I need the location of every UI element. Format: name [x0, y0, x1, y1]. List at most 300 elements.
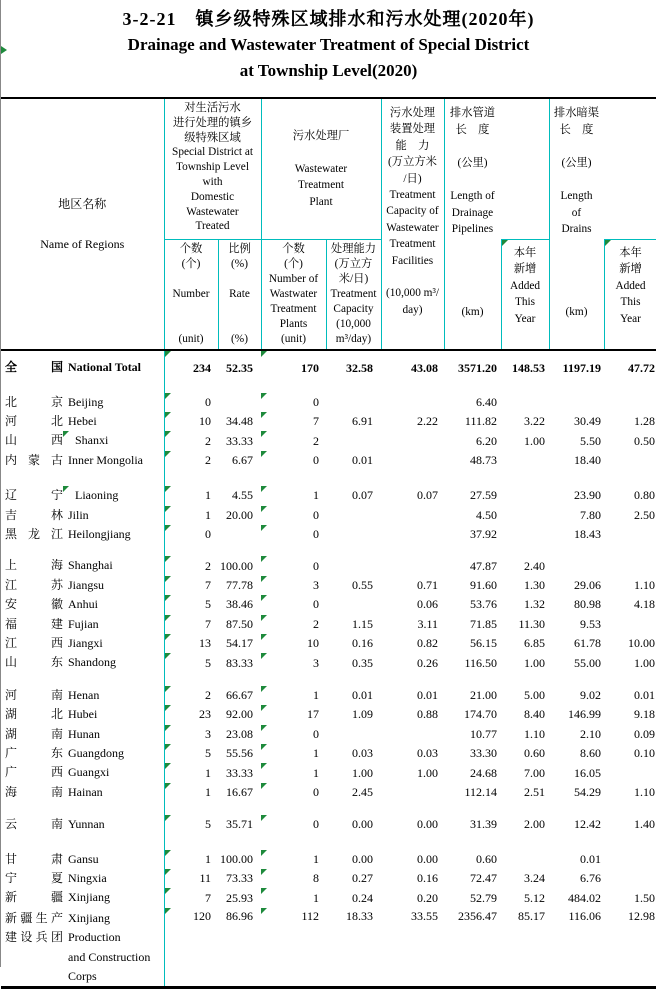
region-name-zh: 湖 北 — [5, 707, 63, 722]
table-row — [1, 350, 656, 386]
cell-value: 1.50 — [634, 890, 655, 905]
value-cell-drains_length — [549, 869, 604, 888]
value-cell-facilities_capacity — [381, 506, 444, 525]
value-cell-facilities_capacity — [381, 486, 444, 505]
comment-flag-icon — [165, 653, 171, 659]
value-cell-treatment_capacity — [326, 763, 381, 782]
value-cell-added_this_year_2 — [604, 431, 656, 450]
comment-flag-icon — [165, 595, 171, 601]
value-cell-drains_length — [549, 576, 604, 595]
value-cell-rate — [218, 615, 261, 634]
region-cell — [1, 888, 164, 907]
value-cell-rate — [218, 744, 261, 763]
cell-value: 0.71 — [417, 577, 438, 592]
value-cell-facilities_capacity — [381, 850, 444, 869]
region-name-zh: 宁 夏 — [5, 871, 63, 886]
value-cell-pipelines_length — [444, 653, 501, 672]
comment-flag-icon — [165, 506, 171, 512]
value-cell-facilities_capacity — [381, 725, 444, 744]
comment-flag-icon — [165, 763, 171, 769]
comment-flag-icon — [165, 634, 171, 640]
value-cell-added_this_year_2 — [604, 783, 656, 802]
cell-value: 0.01 — [634, 687, 655, 702]
value-cell-rate — [218, 725, 261, 744]
cell-value: 10 — [307, 636, 319, 651]
region-name-en: Jilin — [68, 507, 89, 522]
cell-value: 47.87 — [470, 558, 497, 573]
region-name-zh: 上 海 — [5, 558, 63, 573]
comment-flag-icon — [261, 850, 267, 856]
value-cell-rate — [218, 350, 261, 386]
cell-value: 91.60 — [470, 577, 497, 592]
region-cell — [1, 725, 164, 744]
value-cell-added_this_year — [501, 888, 549, 907]
cell-value: 48.73 — [470, 452, 497, 467]
cell-value: 11 — [199, 871, 211, 886]
cell-value: 1.10 — [634, 577, 655, 592]
comment-flag-icon — [165, 576, 171, 582]
value-cell-drains_length — [549, 525, 604, 544]
cell-value: 7 — [205, 577, 211, 592]
cell-value: 1.32 — [524, 597, 545, 612]
region-cell — [1, 815, 164, 834]
group-spacer-row — [1, 386, 656, 393]
region-name-zh: 广 东 — [5, 746, 63, 760]
value-cell-pipelines_length — [444, 850, 501, 869]
value-cell-number — [164, 783, 218, 802]
comment-flag-icon — [165, 850, 171, 856]
cell-value: 0.00 — [417, 817, 438, 832]
value-cell-pipelines_length — [444, 451, 501, 470]
cell-value: 2.50 — [634, 507, 655, 522]
value-cell-plants_number — [261, 705, 326, 724]
value-cell-treatment_capacity — [326, 393, 381, 412]
comment-flag-icon — [261, 556, 267, 562]
table-row — [1, 615, 656, 634]
value-cell-pipelines_length — [444, 615, 501, 634]
table-row — [1, 393, 656, 412]
comment-flag-icon — [261, 486, 267, 492]
header-plants-number: 个数 (个) Number of Wastwater Treatment Plants (unit) — [261, 239, 326, 350]
cell-value: 83.33 — [226, 655, 253, 670]
comment-flag-icon — [261, 653, 267, 659]
cell-value: 0.20 — [417, 890, 438, 905]
value-cell-plants_number — [261, 451, 326, 470]
comment-flag-icon — [165, 908, 171, 914]
region-name-en: Guangxi — [68, 765, 110, 780]
cell-value: 0.07 — [352, 488, 373, 503]
cell-value: 35.71 — [226, 817, 253, 832]
cell-value: 54.17 — [226, 636, 253, 651]
value-cell-added_this_year_2 — [604, 350, 656, 386]
value-cell-plants_number — [261, 908, 326, 988]
comment-flag-icon — [261, 744, 267, 750]
value-cell-facilities_capacity — [381, 634, 444, 653]
cell-value: 1.00 — [524, 433, 545, 448]
cell-value: 2.10 — [580, 726, 601, 741]
cell-value: 0.60 — [524, 746, 545, 761]
group-spacer-row — [1, 673, 656, 686]
region-name-en: Hebei — [68, 413, 97, 428]
cell-value: 170 — [301, 360, 319, 375]
cell-value: 43.08 — [411, 360, 438, 375]
cell-value: 33.55 — [411, 908, 438, 923]
cell-value: 0.01 — [352, 687, 373, 702]
cell-value: 2356.47 — [458, 908, 497, 923]
region-name-en: Liaoning — [75, 488, 119, 503]
cell-value: 0.01 — [352, 452, 373, 467]
region-cell — [1, 393, 164, 412]
table-row — [1, 725, 656, 744]
comment-flag-icon — [165, 705, 171, 711]
region-name-en: Hubei — [68, 707, 98, 722]
value-cell-treatment_capacity — [326, 350, 381, 386]
table-row — [1, 783, 656, 802]
value-cell-treatment_capacity — [326, 869, 381, 888]
cell-value: 1 — [313, 687, 319, 702]
table-row — [1, 634, 656, 653]
cell-value: 0.09 — [634, 726, 655, 741]
region-name-en: Henan — [68, 687, 100, 702]
cell-value: 56.15 — [470, 636, 497, 651]
empty-cell — [164, 544, 656, 556]
value-cell-plants_number — [261, 686, 326, 705]
region-name-en: Jiangxi — [68, 635, 103, 650]
cell-value: 120 — [193, 908, 211, 923]
value-cell-added_this_year_2 — [604, 908, 656, 988]
table-row — [1, 556, 656, 575]
cell-value: 0 — [313, 785, 319, 800]
value-cell-added_this_year — [501, 850, 549, 869]
cell-value: 85.17 — [518, 908, 545, 923]
value-cell-drains_length — [549, 908, 604, 988]
comment-flag-icon — [261, 506, 267, 512]
header-treatment-capacity: 处理能力 (万立方 米/日) Treatment Capacity (10,000 m³/day) — [326, 239, 381, 350]
region-cell — [1, 763, 164, 782]
table-row — [1, 850, 656, 869]
cell-value: 18.43 — [574, 527, 601, 542]
value-cell-number — [164, 350, 218, 386]
value-cell-added_this_year — [501, 686, 549, 705]
value-cell-pipelines_length — [444, 869, 501, 888]
value-cell-added_this_year — [501, 763, 549, 782]
group-spacer-row — [1, 470, 656, 486]
value-cell-treatment_capacity — [326, 595, 381, 614]
table-row — [1, 653, 656, 672]
region-name-zh: 云 南 — [5, 817, 63, 832]
comment-flag-icon — [165, 556, 171, 562]
region-name-en: Heilongjiang — [68, 526, 131, 541]
region-name-zh: 湖 南 — [5, 726, 63, 741]
value-cell-treatment_capacity — [326, 451, 381, 470]
cell-value: 3.22 — [524, 414, 545, 429]
value-cell-rate — [218, 486, 261, 505]
cell-value: 38.46 — [226, 597, 253, 612]
value-cell-facilities_capacity — [381, 744, 444, 763]
value-cell-facilities_capacity — [381, 595, 444, 614]
value-cell-treatment_capacity — [326, 431, 381, 450]
value-cell-added_this_year_2 — [604, 850, 656, 869]
cell-value: 0.60 — [476, 851, 497, 866]
cell-value: 0.03 — [352, 746, 373, 761]
cell-value: 5.50 — [580, 433, 601, 448]
cell-value: 3 — [205, 726, 211, 741]
region-cell — [1, 705, 164, 724]
value-cell-added_this_year_2 — [604, 615, 656, 634]
region-name-zh: 全 国 — [5, 360, 63, 375]
region-cell — [1, 350, 164, 386]
cell-value: 73.33 — [226, 871, 253, 886]
value-cell-plants_number — [261, 615, 326, 634]
value-cell-plants_number — [261, 595, 326, 614]
value-cell-added_this_year_2 — [604, 412, 656, 431]
value-cell-facilities_capacity — [381, 615, 444, 634]
cell-value: 0.88 — [417, 707, 438, 722]
cell-value: 72.47 — [470, 871, 497, 886]
comment-flag-icon — [165, 744, 171, 750]
cell-value: 2 — [313, 433, 319, 448]
value-cell-plants_number — [261, 653, 326, 672]
value-cell-rate — [218, 888, 261, 907]
region-cell — [1, 615, 164, 634]
cell-value: 5 — [205, 597, 211, 612]
region-name-zh: 河 北 — [5, 413, 63, 428]
cell-value: 31.39 — [470, 817, 497, 832]
value-cell-rate — [218, 850, 261, 869]
value-cell-rate — [218, 595, 261, 614]
cell-value: 1.10 — [524, 726, 545, 741]
cell-value: 7 — [313, 414, 319, 429]
cell-value: 3.11 — [417, 616, 438, 631]
table-row — [1, 815, 656, 834]
value-cell-added_this_year_2 — [604, 595, 656, 614]
comment-flag-icon — [261, 686, 267, 692]
cell-value: 10.77 — [470, 726, 497, 741]
region-name-en: Yunnan — [68, 817, 105, 832]
region-cell — [1, 595, 164, 614]
statistics-table — [1, 97, 656, 989]
cell-value: 2.45 — [352, 785, 373, 800]
region-name-zh: 安 徽 — [5, 597, 63, 612]
cell-value: 6.20 — [476, 433, 497, 448]
table-row — [1, 595, 656, 614]
table-row — [1, 451, 656, 470]
cell-value: 55.56 — [226, 746, 253, 761]
cell-value: 1.00 — [524, 655, 545, 670]
value-cell-added_this_year_2 — [604, 705, 656, 724]
cell-value: 0.03 — [417, 746, 438, 761]
value-cell-added_this_year — [501, 615, 549, 634]
region-cell — [1, 506, 164, 525]
value-cell-treatment_capacity — [326, 525, 381, 544]
value-cell-facilities_capacity — [381, 350, 444, 386]
value-cell-drains_length — [549, 451, 604, 470]
header-region: 地区名称 Name of Regions — [1, 98, 164, 350]
value-cell-treatment_capacity — [326, 412, 381, 431]
region-cell — [1, 673, 164, 686]
region-cell — [1, 470, 164, 486]
region-name-zh: 山 东 — [5, 655, 63, 670]
value-cell-added_this_year — [501, 486, 549, 505]
table-row — [1, 686, 656, 705]
value-cell-plants_number — [261, 576, 326, 595]
value-cell-rate — [218, 393, 261, 412]
value-cell-added_this_year — [501, 576, 549, 595]
cell-value: 4.18 — [634, 597, 655, 612]
value-cell-plants_number — [261, 783, 326, 802]
comment-flag-icon — [261, 595, 267, 601]
cell-value: 174.70 — [464, 707, 497, 722]
cell-value: 1.10 — [634, 785, 655, 800]
value-cell-added_this_year_2 — [604, 451, 656, 470]
cell-value: 5 — [205, 746, 211, 761]
value-cell-plants_number — [261, 486, 326, 505]
cell-value: 8 — [313, 871, 319, 886]
comment-flag-icon — [165, 393, 171, 399]
cell-value: 0 — [313, 452, 319, 467]
cell-value: 6.85 — [524, 636, 545, 651]
value-cell-treatment_capacity — [326, 506, 381, 525]
value-cell-drains_length — [549, 744, 604, 763]
value-cell-added_this_year — [501, 506, 549, 525]
cell-value: 0.10 — [634, 746, 655, 761]
value-cell-added_this_year_2 — [604, 744, 656, 763]
value-cell-pipelines_length — [444, 350, 501, 386]
header-pipelines-length: 排水管道 长 度 (公里) Length of Drainage Pipelines (km) — [444, 98, 501, 350]
comment-flag-icon — [165, 869, 171, 875]
value-cell-number — [164, 486, 218, 505]
header-wastewater-treatment-plant: 污水处理厂 Wastewater Treatment Plant — [261, 98, 381, 239]
value-cell-plants_number — [261, 393, 326, 412]
cell-value: 7 — [205, 616, 211, 631]
comment-flag-icon — [261, 412, 267, 418]
value-cell-drains_length — [549, 615, 604, 634]
value-cell-added_this_year — [501, 451, 549, 470]
value-cell-plants_number — [261, 506, 326, 525]
cell-value: 5.12 — [524, 890, 545, 905]
value-cell-added_this_year — [501, 705, 549, 724]
value-cell-added_this_year_2 — [604, 576, 656, 595]
value-cell-number — [164, 634, 218, 653]
cell-value: 33.33 — [226, 433, 253, 448]
comment-flag-icon — [63, 431, 69, 437]
value-cell-drains_length — [549, 393, 604, 412]
region-cell — [1, 835, 164, 850]
value-cell-facilities_capacity — [381, 705, 444, 724]
value-cell-pipelines_length — [444, 506, 501, 525]
table-title-zh: 3-2-21 镇乡级特殊区域排水和污水处理(2020年) — [122, 9, 535, 29]
cell-value: 5 — [205, 655, 211, 670]
cell-value: 7.80 — [580, 507, 601, 522]
region-name-zh: 辽 宁 — [5, 488, 63, 503]
value-cell-rate — [218, 869, 261, 888]
cell-value: 1.00 — [417, 765, 438, 780]
cell-value: 6.91 — [352, 414, 373, 429]
cell-value: 29.06 — [574, 577, 601, 592]
value-cell-plants_number — [261, 412, 326, 431]
value-cell-plants_number — [261, 815, 326, 834]
cell-value: 21.00 — [470, 687, 497, 702]
cell-value: 112 — [301, 908, 319, 923]
value-cell-rate — [218, 634, 261, 653]
value-cell-drains_length — [549, 412, 604, 431]
cell-value: 1.40 — [634, 817, 655, 832]
cell-value: 8.60 — [580, 746, 601, 761]
value-cell-facilities_capacity — [381, 556, 444, 575]
value-cell-plants_number — [261, 431, 326, 450]
value-cell-facilities_capacity — [381, 576, 444, 595]
value-cell-added_this_year_2 — [604, 556, 656, 575]
comment-flag-icon — [261, 576, 267, 582]
cell-value: 112.14 — [464, 785, 497, 800]
cell-value: 0 — [313, 817, 319, 832]
cell-value: 0 — [313, 558, 319, 573]
comment-flag-icon — [261, 815, 267, 821]
header-special-district: 对生活污水 进行处理的镇乡 级特殊区域 Special District at Township Level with Domestic Wastewater Treated — [164, 98, 261, 239]
value-cell-number — [164, 431, 218, 450]
comment-flag-icon — [165, 686, 171, 692]
value-cell-drains_length — [549, 506, 604, 525]
comment-flag-icon — [165, 412, 171, 418]
header-empty-cell — [501, 98, 549, 239]
value-cell-pipelines_length — [444, 595, 501, 614]
region-name-zh: 江 西 — [5, 635, 63, 650]
cell-value: 92.00 — [226, 707, 253, 722]
value-cell-treatment_capacity — [326, 653, 381, 672]
value-cell-facilities_capacity — [381, 686, 444, 705]
value-cell-pipelines_length — [444, 412, 501, 431]
region-cell — [1, 634, 164, 653]
value-cell-drains_length — [549, 705, 604, 724]
comment-flag-icon — [165, 815, 171, 821]
table-row — [1, 763, 656, 782]
region-cell — [1, 908, 164, 988]
value-cell-treatment_capacity — [326, 744, 381, 763]
region-cell — [1, 486, 164, 505]
value-cell-rate — [218, 686, 261, 705]
table-header — [1, 98, 656, 350]
value-cell-number — [164, 869, 218, 888]
comment-flag-icon — [261, 393, 267, 399]
cell-value: 0 — [205, 394, 211, 409]
cell-value: 12.98 — [628, 908, 655, 923]
region-name-en: National Total — [68, 360, 142, 375]
value-cell-number — [164, 908, 218, 988]
cell-value: 1.00 — [634, 655, 655, 670]
comment-flag-icon — [165, 888, 171, 894]
value-cell-treatment_capacity — [326, 634, 381, 653]
comment-flag-icon — [261, 634, 267, 640]
value-cell-pipelines_length — [444, 725, 501, 744]
value-cell-treatment_capacity — [326, 576, 381, 595]
comment-flag-icon — [63, 486, 69, 492]
cell-value: 47.72 — [628, 360, 655, 375]
cell-value: 23.90 — [574, 488, 601, 503]
value-cell-added_this_year_2 — [604, 525, 656, 544]
value-cell-rate — [218, 451, 261, 470]
value-cell-number — [164, 763, 218, 782]
region-name-zh: 甘 肃 — [5, 851, 63, 866]
value-cell-number — [164, 556, 218, 575]
value-cell-added_this_year_2 — [604, 763, 656, 782]
value-cell-added_this_year_2 — [604, 869, 656, 888]
table-row — [1, 525, 656, 544]
region-name-zh: 江 苏 — [5, 577, 63, 592]
cell-value: 1.00 — [352, 765, 373, 780]
value-cell-number — [164, 412, 218, 431]
comment-flag-icon — [261, 725, 267, 731]
value-cell-plants_number — [261, 350, 326, 386]
